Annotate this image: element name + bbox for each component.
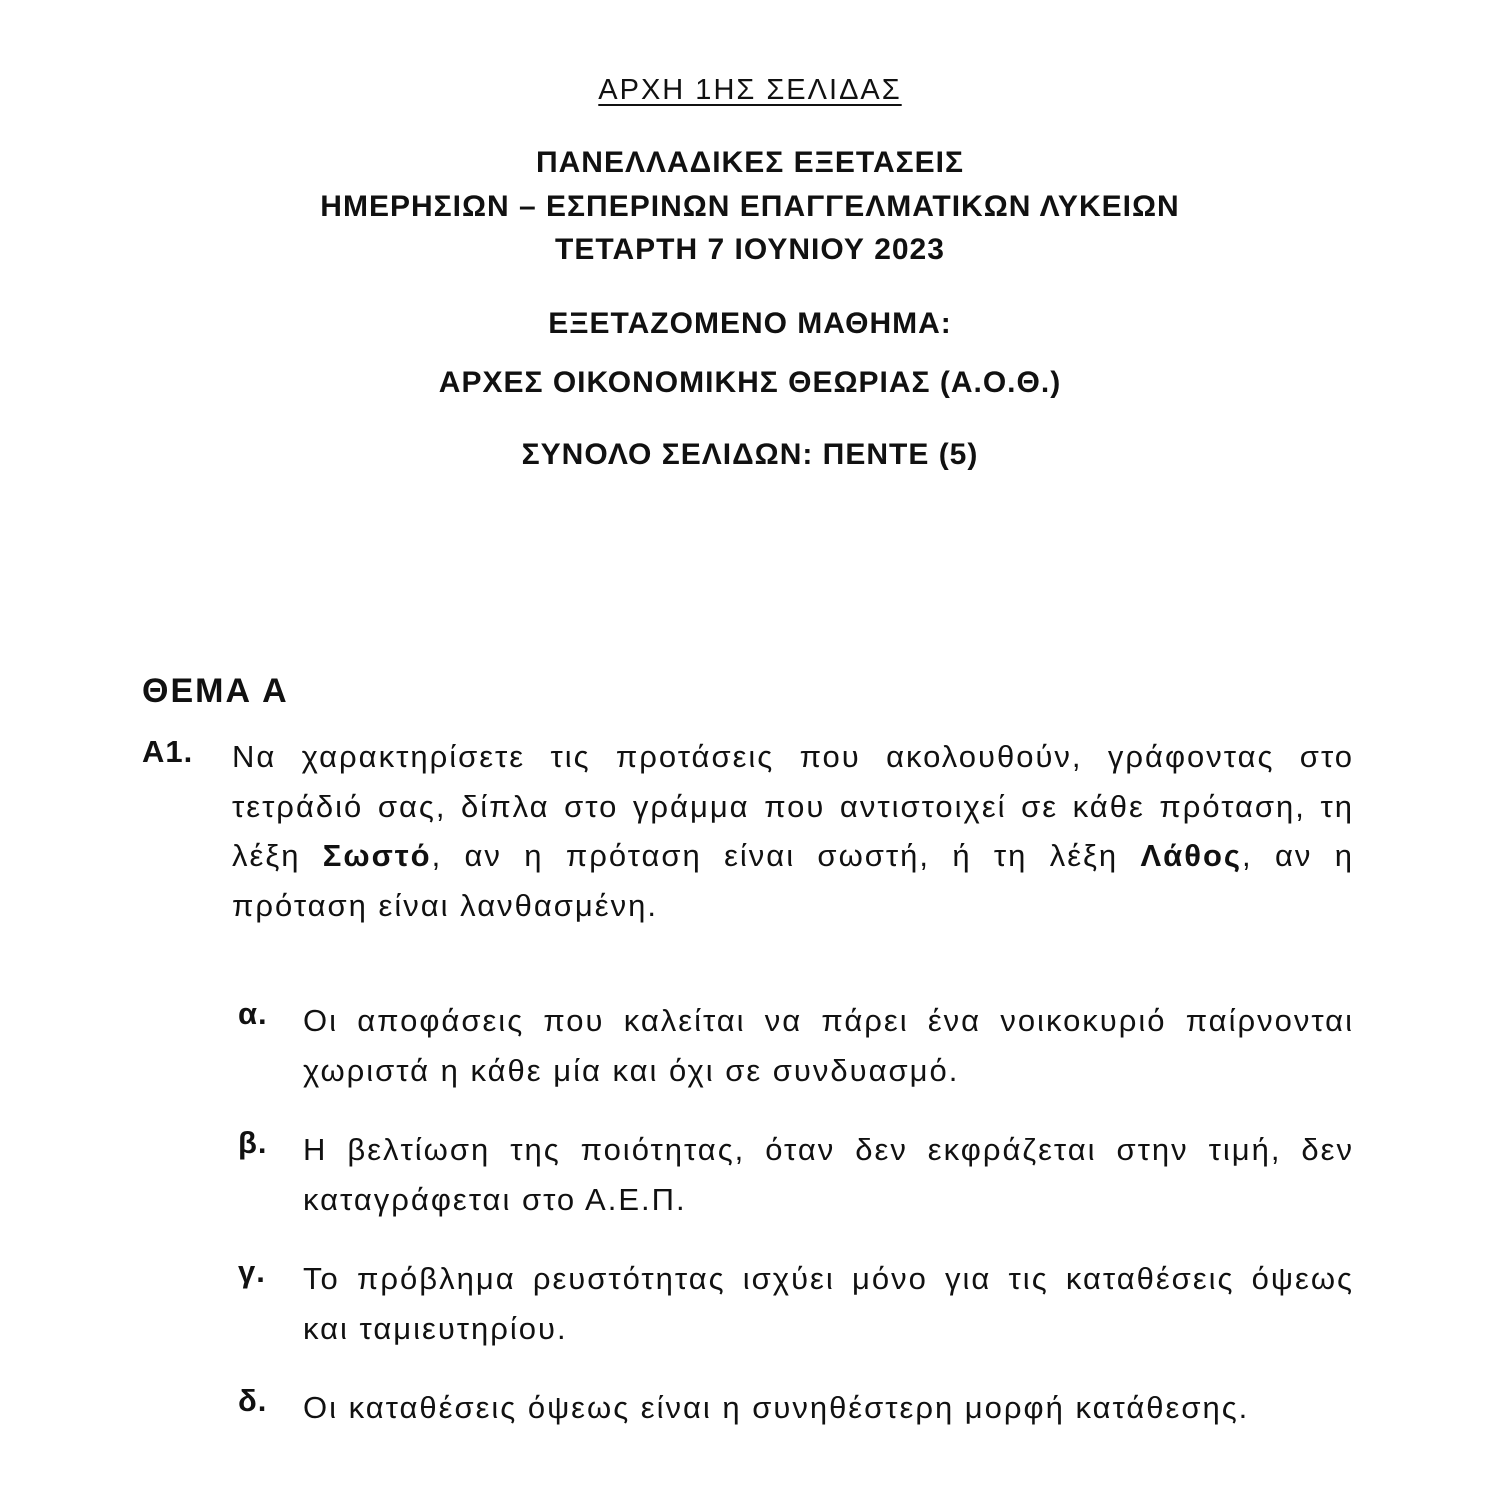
item-text: Η βελτίωση της ποιότητας, όταν δεν εκφράζεται στην τιμή, δεν καταγράφεται στο Α.Ε.Π. — [303, 1132, 1354, 1217]
word-correct: Σωστό — [322, 838, 432, 873]
question-text-part3: , αν η πρόταση είναι λανθασμένη. — [232, 838, 1354, 923]
exam-date: ΤΕΤΑΡΤΗ 7 ΙΟΥΝΙΟΥ 2023 — [555, 233, 945, 266]
item-label: α. — [238, 996, 268, 1031]
item-label: δ. — [238, 1383, 268, 1418]
subject-name: ΑΡΧΕΣ ΟΙΚΟΝΟΜΙΚΗΣ ΘΕΩΡΙΑΣ (Α.Ο.Θ.) — [438, 366, 1062, 399]
item-text: Οι καταθέσεις όψεως είναι η συνηθέστερη μορφή κατάθεσης. — [303, 1390, 1250, 1425]
question-text — [232, 732, 1354, 930]
exam-title: ΠΑΝΕΛΛΑΔΙΚΕΣ ΕΞΕΤΑΣΕΙΣ — [535, 146, 965, 179]
item-label: β. — [238, 1125, 268, 1160]
question-text-part1: Να χαρακτηρίσετε τις προτάσεις που ακολουθούν, γράφοντας στο τετράδιό σας, δίπλα στο γράμμα που αντιστοιχεί σε κάθε πρόταση, τη λέξη — [232, 739, 1354, 873]
total-pages: ΣΥΝΟΛΟ ΣΕΛΙΔΩΝ: ΠΕΝΤΕ (5) — [521, 438, 979, 471]
item-text: Οι αποφάσεις που καλείται να πάρει ένα νοικοκυριό παίρνονται χωριστά η κάθε μία και όχι σε συνδυασμό. — [303, 1003, 1354, 1088]
page-marker: ΑΡΧΗ 1ΗΣ ΣΕΛΙΔΑΣ — [598, 74, 902, 106]
schools-line: ΗΜΕΡΗΣΙΩΝ – ΕΣΠΕΡΙΝΩΝ ΕΠΑΓΓΕΛΜΑΤΙΚΩΝ ΛΥΚΕΙΩΝ — [320, 190, 1180, 223]
item-label: γ. — [238, 1254, 266, 1289]
question-label: Α1. — [142, 734, 194, 769]
subject-label: ΕΞΕΤΑΖΟΜΕΝΟ ΜΑΘΗΜΑ: — [548, 307, 952, 340]
topic-title: ΘΕΜΑ Α — [142, 672, 289, 710]
question-text-part2: , αν η πρόταση είναι σωστή, ή τη λέξη — [431, 838, 1141, 873]
word-wrong: Λάθος — [1140, 838, 1243, 873]
item-text: Το πρόβλημα ρευστότητας ισχύει μόνο για τις καταθέσεις όψεως και ταμιευτηρίου. — [303, 1261, 1354, 1346]
